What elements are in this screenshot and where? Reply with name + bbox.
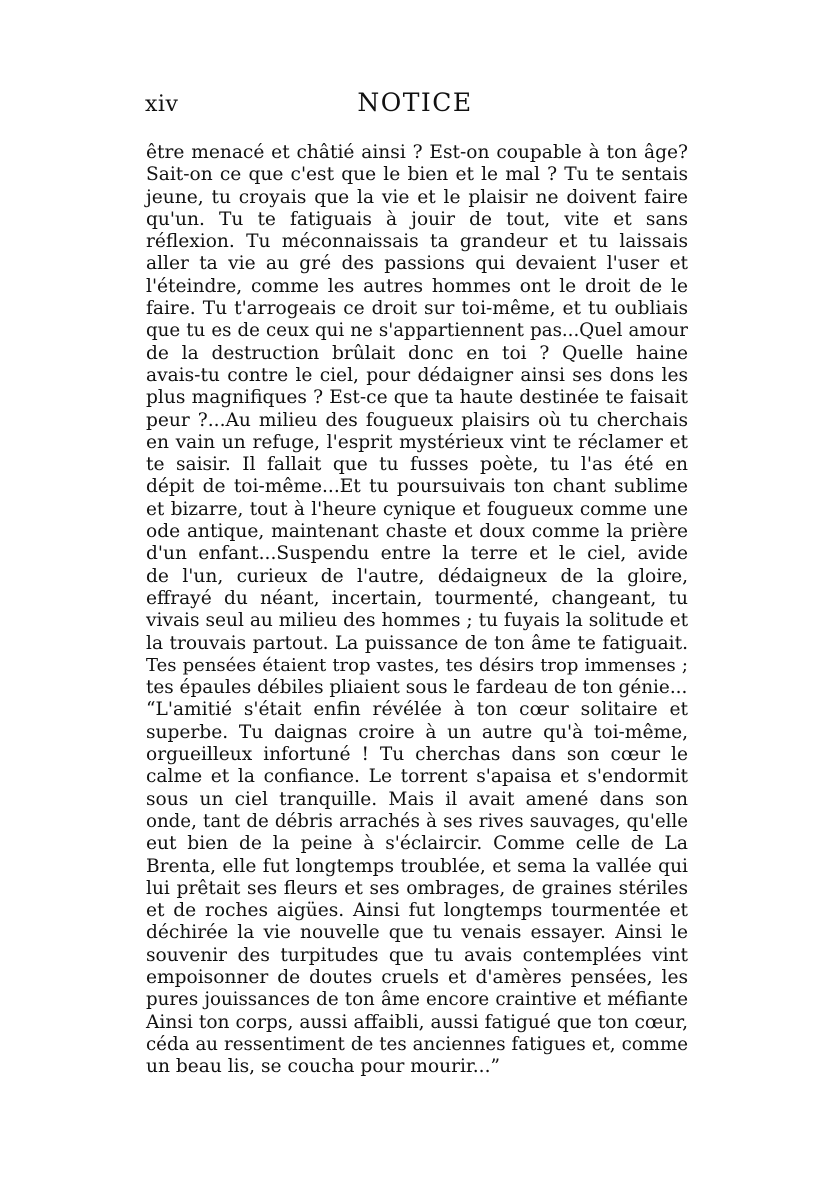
text-line: en vain un refuge, l'esprit mystérieux vint te réclamer et [146, 431, 688, 453]
text-line: la trouvais partout. La puissance de ton âme te fatiguait. [146, 632, 688, 654]
text-line: peur ?...Au milieu des fougueux plaisirs où tu cherchais [146, 409, 688, 431]
text-line: que tu es de ceux qui ne s'appartiennent pas...Quel amour [146, 320, 688, 342]
text-line: réflexion. Tu méconnaissais ta grandeur et tu laissais [146, 231, 688, 253]
text-line: effrayé du néant, incertain, tourmenté, changeant, tu [146, 587, 688, 609]
paragraph-end-line: un beau lis, se coucha pour mourir...” [146, 1056, 501, 1078]
page-header [145, 88, 685, 124]
running-title: NOTICE [357, 88, 473, 117]
text-line: onde, tant de débris arrachés à ses rives sauvages, qu'elle [146, 810, 688, 832]
text-line: orgueilleux infortuné ! Tu cherchas dans son cœur le [146, 744, 688, 766]
page-number: xiv [145, 92, 179, 117]
text-line: lui prêtait ses fleurs et ses ombrages, de graines stériles [146, 877, 688, 899]
text-line: Ainsi ton corps, aussi affaibli, aussi fatigué que ton cœur, [146, 1011, 688, 1033]
text-line: déchirée la vie nouvelle que tu venais essayer. Ainsi le [146, 922, 688, 944]
text-line: Brenta, elle fut longtemps troublée, et sema la vallée qui [146, 855, 688, 877]
text-line: être menacé et châtié ainsi ? Est-on coupable à ton âge? [146, 142, 688, 163]
paragraph-end-line: tes épaules débiles pliaient sous le fardeau de ton génie... [146, 677, 688, 699]
text-line: te saisir. Il fallait que tu fusses poète, tu l'as été en [146, 454, 688, 476]
text-line: ode antique, maintenant chaste et doux comme la prière [146, 521, 688, 543]
text-line: calme et la confiance. Le torrent s'apaisa et s'endormit [146, 766, 688, 788]
text-line: empoisonner de doutes cruels et d'amères pensées, les [146, 966, 688, 988]
text-line: jeune, tu croyais que la vie et le plaisir ne doivent faire [146, 186, 688, 208]
text-line: plus magnifiques ? Est-ce que ta haute destinée te faisait [146, 387, 688, 409]
text-line: qu'un. Tu te fatiguais à jouir de tout, vite et sans [146, 208, 688, 230]
text-line: de l'un, curieux de l'autre, dédaigneux de la gloire, [146, 565, 688, 587]
text-line: dépit de toi-même...Et tu poursuivais ton chant sublime [146, 476, 688, 498]
text-line: Tes pensées étaient trop vastes, tes désirs trop immenses ; [146, 654, 688, 676]
text-line: pures jouissances de ton âme encore craintive et méfiante [146, 989, 688, 1011]
paragraph-start-line: “L'amitié s'était enfin révélée à ton cœur solitaire et [146, 699, 688, 721]
text-line: souvenir des turpitudes que tu avais contemplées vint [146, 944, 688, 966]
text-line: faire. Tu t'arrogeais ce droit sur toi-même, et tu oubliais [146, 298, 688, 320]
text-line: avais-tu contre le ciel, pour dédaigner ainsi ses dons les [146, 364, 688, 386]
text-line: et de roches aigües. Ainsi fut longtemps tourmentée et [146, 900, 688, 922]
body-text [146, 142, 688, 1078]
text-line: superbe. Tu daignas croire à un autre qu'à toi-même, [146, 721, 688, 743]
text-line: de la destruction brûlait donc en toi ? Quelle haine [146, 342, 688, 364]
text-line: aller ta vie au gré des passions qui devaient l'user et [146, 253, 688, 275]
text-line: eut bien de la peine à s'éclaircir. Comme celle de La [146, 833, 688, 855]
text-line: Sait-on ce que c'est que le bien et le mal ? Tu te sentais [146, 164, 688, 186]
text-line: l'éteindre, comme les autres hommes ont le droit de le [146, 275, 688, 297]
text-line: et bizarre, tout à l'heure cynique et fougueux comme une [146, 498, 688, 520]
text-line: sous un ciel tranquille. Mais il avait amené dans son [146, 788, 688, 810]
text-line: céda au ressentiment de tes anciennes fatigues et, comme [146, 1033, 688, 1055]
text-line: d'un enfant...Suspendu entre la terre et le ciel, avide [146, 543, 688, 565]
text-line: vivais seul au milieu des hommes ; tu fuyais la solitude et [146, 610, 689, 632]
